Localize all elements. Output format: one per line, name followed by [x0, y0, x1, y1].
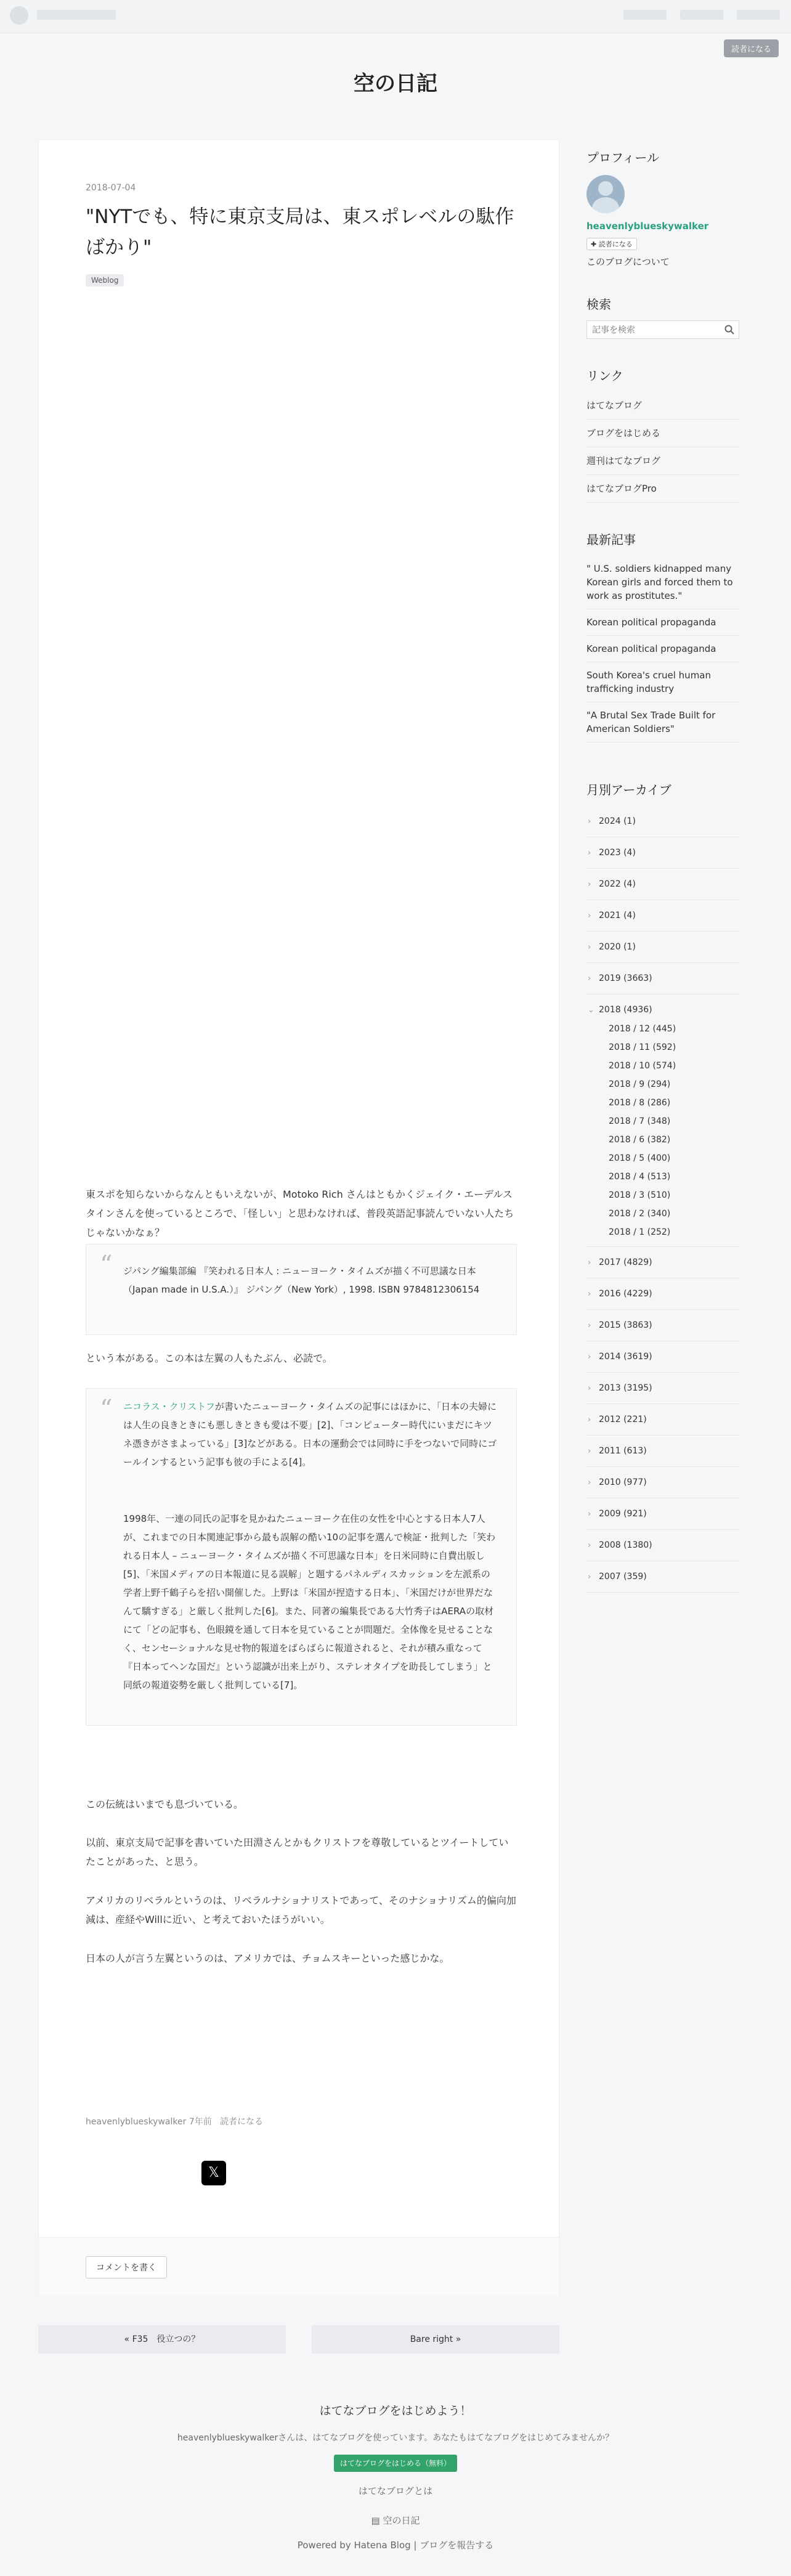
quote-text-part: が書いたニューヨーク・タイムズの記事にはほかに、「日本の夫婦には人生の良きときにも悪しきときも愛は不要」[2]、「コンピューター時代にいまだにキツネ憑きがさまよっている」[3]などがある。日本の運動会では同時に手をつないで同時にゴールインするという記事も彼の手による[4]。 [123, 1401, 497, 1468]
profile-name-link[interactable]: heavenlyblueskywalker [586, 221, 709, 232]
footer-blog-link[interactable]: ▤ 空の日記 [371, 2515, 420, 2526]
paragraph: 以前、東京支局で記事を書いていた田淵さんとかもクリストフを尊敬しているとツイートしていたことがあった、と思う。 [86, 1837, 509, 1867]
entry-age[interactable]: 7年前 [189, 2117, 212, 2127]
header-menu-bar[interactable] [737, 10, 780, 20]
about-blog-link[interactable]: このブログについて [586, 256, 670, 267]
header-placeholder-bar [37, 10, 116, 20]
recent-item[interactable]: " U.S. soldiers kidnapped many Korean girls and forced them to work as prostitutes." [586, 556, 739, 609]
hatena-promo-footer [0, 2377, 791, 2576]
archive-year[interactable]: › 2011 (613) [586, 1436, 739, 1467]
author-link[interactable]: heavenlyblueskywalker [86, 2117, 187, 2127]
about-hatena-link[interactable]: はてなブログとは [358, 2485, 433, 2497]
recent-heading: 最新記事 [586, 532, 636, 547]
archive-year[interactable]: › 2016 (4229) [586, 1278, 739, 1310]
archive-year[interactable]: › 2023 (4) [586, 837, 739, 869]
header-menu-bar[interactable] [623, 10, 667, 20]
archive-year[interactable]: › 2007 (359) [586, 1561, 739, 1593]
links-heading: リンク [586, 368, 623, 383]
comment-area [39, 2237, 559, 2296]
start-blog-button[interactable]: はてなブログをはじめる（無料） [334, 2455, 457, 2472]
archive-list [586, 806, 739, 1593]
search-heading: 検索 [586, 297, 611, 312]
chevron-right-icon[interactable]: › [588, 943, 591, 952]
blog-icon: ▤ [371, 2515, 383, 2526]
chevron-down-icon[interactable]: ⌄ [588, 1006, 594, 1015]
entry-footer-meta [86, 2115, 263, 2127]
archive-year[interactable]: › 2021 (4) [586, 900, 739, 932]
recent-item[interactable]: Korean political propaganda [586, 609, 739, 636]
header-avatar[interactable] [10, 6, 28, 25]
paragraph: 東スポを知らないからなんともいえないが、Motoko Rich さんはともかくジェイク・エーデルスタインさんを使っているところで、「怪しい」と思わなければ、普段英語記事読んでいない人たちじゃないかなぁ？ [86, 1188, 514, 1238]
archive-month[interactable]: 2018 / 10 (574) [609, 1061, 676, 1071]
chevron-right-icon[interactable]: › [588, 1509, 591, 1519]
archive-year[interactable]: › 2009 (921) [586, 1498, 739, 1530]
recent-item[interactable]: "A Brutal Sex Trade Built for American Soldiers" [586, 702, 739, 742]
archive-year[interactable]: › 2022 (4) [586, 869, 739, 900]
profile-heading: プロフィール [586, 150, 659, 165]
link-item[interactable]: はてなブログ [586, 392, 739, 420]
promo-title: はてなブログをはじめよう！ [319, 2404, 472, 2418]
quote-text: 1998年、一連の同氏の記事を見かねたニューヨーク在住の女性を中心とする日本人7人が、これまでの日本関連記事から最も誤解の酷い10の記事を選んで検証・批判した「笑われる日本人 – ニューヨーク・タイムズが描く不可思議な日本」を日米同時に自費出版し[5]、「米国メディアの日本報道に見る誤解」と題するパネルディスカッションを左派系の学者上野千鶴子らを招い開催した。上野は「米国が捏造する日本」、「米国だけが世界だなんて驕すぎる」と厳しく批判した[6]。また、同著の編集長である大竹秀子はAERAの取材にて「どの記事も、色眼鏡を通して日本を見ていることが問題だ。全体像を見せることなく、センセーショナルな見せ物的報道をばらばらに報道されると、それが積み重なって『日本ってヘンな国だ』という認識が出来上がり、ステレオタイプを助長してしまう」と同紙の報道姿勢を厳しく批判している[7]。 [123, 1513, 496, 1691]
chevron-right-icon[interactable]: › [588, 848, 591, 858]
quote-text [123, 1397, 499, 1471]
promo-text: heavenlyblueskywalkerさんは、はてなブログを使っています。あなたもはてなブログをはじめてみませんか？ [177, 2433, 614, 2443]
chevron-right-icon[interactable]: › [588, 1290, 591, 1299]
category-badge[interactable]: Weblog [86, 274, 124, 286]
archive-month[interactable]: 2018 / 7 (348) [609, 1116, 671, 1126]
global-header [0, 0, 791, 33]
search-box [586, 320, 739, 339]
subscribe-button[interactable]: 読者になる [724, 39, 779, 57]
archive-month[interactable]: 2018 / 5 (400) [609, 1153, 671, 1163]
entry-title[interactable]: "NYTでも、特に東京支局は、東スポレベルの駄作ばかり" [86, 206, 514, 259]
archive-month[interactable]: 2018 / 6 (382) [609, 1135, 671, 1145]
chevron-right-icon[interactable]: › [588, 880, 591, 889]
prev-entry-link[interactable]: « F35 役立つの？ [38, 2325, 286, 2354]
archive-month[interactable]: 2018 / 1 (252) [609, 1227, 671, 1237]
link-item[interactable]: 週刊はてなブログ [586, 447, 739, 475]
recent-item[interactable]: Korean political propaganda [586, 636, 739, 662]
archive-year[interactable]: › 2017 (4829) [586, 1247, 739, 1278]
recent-list [586, 556, 739, 742]
footer-subscribe-link[interactable]: 読者になる [220, 2117, 264, 2127]
links-list [586, 392, 739, 503]
archive-year[interactable]: › 2015 (3863) [586, 1310, 739, 1341]
paragraph: という本がある。この本は左翼の人もたぶん、必読で。 [86, 1352, 333, 1364]
entry-date[interactable]: 2018-07-04 [86, 183, 136, 193]
archive-month[interactable]: 2018 / 9 (294) [609, 1079, 671, 1089]
quote-text: ジパング編集部編 『笑われる日本人 : ニューヨーク・タイムズが描く不可思議な日本（Japan made in U.S.A.）』 ジパング（New York）, 1998. ISBN 9784812306154 [123, 1266, 480, 1295]
quote-mark-icon: “ [100, 1395, 113, 1423]
archive-year[interactable]: › 2010 (977) [586, 1467, 739, 1498]
entry-article [38, 139, 559, 2296]
powered-by[interactable]: Powered by Hatena Blog | ブログを報告する [297, 2540, 494, 2551]
archive-year-expanded[interactable]: ⌄ 2018 (4936) [586, 994, 739, 1026]
paragraph: 日本の人が言う左翼というのは、アメリカでは、チョムスキーといった感じかな。 [86, 1952, 450, 1964]
chevron-right-icon[interactable]: › [588, 1541, 591, 1550]
archive-year[interactable]: › 2020 (1) [586, 932, 739, 963]
chevron-right-icon[interactable]: › [588, 1352, 591, 1362]
archive-month-list [586, 1020, 739, 1247]
recent-item[interactable]: South Korea's cruel human trafficking industry [586, 662, 739, 702]
archive-month[interactable]: 2018 / 11 (592) [609, 1042, 676, 1052]
link-item[interactable]: ブログをはじめる [586, 420, 739, 447]
profile-subscribe-button[interactable]: ✚ 読者になる [586, 238, 637, 250]
quote-link[interactable]: ニコラス・クリストフ [123, 1401, 215, 1412]
write-comment-button[interactable]: コメントを書く [86, 2256, 167, 2278]
chevron-right-icon[interactable]: › [588, 1415, 591, 1424]
chevron-right-icon[interactable]: › [588, 1478, 591, 1487]
header-menu-bar[interactable] [680, 10, 723, 20]
blog-title[interactable]: 空の日記 [354, 71, 437, 96]
quote-mark-icon: “ [100, 1251, 113, 1279]
archive-year[interactable]: › 2008 (1380) [586, 1530, 739, 1561]
chevron-right-icon[interactable]: › [588, 1572, 591, 1582]
archive-month[interactable]: 2018 / 3 (510) [609, 1190, 671, 1200]
archive-year[interactable]: › 2024 (1) [586, 806, 739, 837]
archive-month[interactable]: 2018 / 2 (340) [609, 1209, 671, 1219]
chevron-right-icon[interactable]: › [588, 974, 591, 983]
search-icon[interactable] [724, 324, 735, 335]
archive-year[interactable]: › 2012 (221) [586, 1404, 739, 1436]
chevron-right-icon[interactable]: › [588, 1384, 591, 1393]
archive-month[interactable]: 2018 / 12 (445) [609, 1024, 676, 1034]
chevron-right-icon[interactable]: › [588, 1258, 591, 1267]
archive-year[interactable]: › 2019 (3663) [586, 963, 739, 994]
paragraph: この伝統はいまでも息づいている。 [86, 1798, 244, 1810]
chevron-right-icon[interactable]: › [588, 817, 591, 826]
archive-year[interactable]: › 2013 (3195) [586, 1373, 739, 1404]
next-entry-link[interactable]: Bare right » [312, 2325, 559, 2354]
archive-month[interactable]: 2018 / 4 (513) [609, 1172, 671, 1182]
search-input[interactable] [587, 321, 716, 338]
blockquote [86, 1388, 517, 1726]
chevron-right-icon[interactable]: › [588, 1321, 591, 1330]
chevron-right-icon[interactable]: › [588, 911, 591, 920]
chevron-right-icon[interactable]: › [588, 1447, 591, 1456]
archive-month[interactable]: 2018 / 8 (286) [609, 1098, 671, 1108]
profile-avatar[interactable] [586, 175, 625, 213]
link-item[interactable]: はてなブログPro [586, 475, 739, 503]
paragraph: アメリカのリベラルというのは、リベラルナショナリストであって、そのナショナリズム的偏向加減は、産経やWillに近い、と考えておいたほうがいい。 [86, 1895, 516, 1925]
archive-year[interactable]: › 2014 (3619) [586, 1341, 739, 1373]
blockquote [86, 1244, 517, 1335]
archive-heading: 月別アーカイブ [586, 782, 671, 797]
x-share-icon[interactable]: 𝕏 [201, 2161, 226, 2185]
